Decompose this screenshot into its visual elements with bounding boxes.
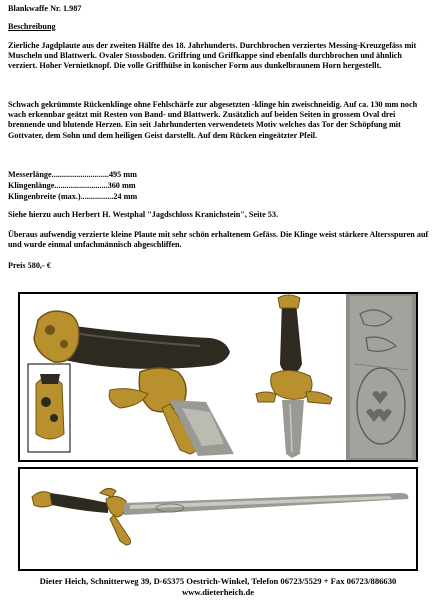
condition-note: Überaus aufwendig verzierte kleine Plaute mit sehr schön erhaltenem Gefäss. Die Klinge weist stärkere Altersspuren auf und wurde einmal unfachmännisch abgeschliffen. xyxy=(8,230,429,250)
section-heading: Beschreibung xyxy=(8,22,56,31)
catalog-number: Blankwaffe Nr. 1.987 xyxy=(8,4,82,13)
photo-hilt-side xyxy=(242,294,346,460)
photo-frame-top xyxy=(18,292,418,462)
description-paragraph-1: Zierliche Jagdplaute aus der zweiten Hälfte des 18. Jahrhunderts. Durchbrochen verziertes Messing-Kreuzgefäss mit Muscheln und Blattwerk. Ovaler Stossboden. Griffring und Griffkappe sind ebenfalls durchbrochen und ähnlich verziert. Hoher Vernietknopf. Die volle Griffhülse in konischer Form aus dunkelbraunem Horn hergestellt. xyxy=(8,41,417,71)
price: Preis 580,- € xyxy=(8,261,51,270)
photo-full-knife xyxy=(20,469,416,569)
footer-address: Dieter Heich, Schnitterweg 39, D-65375 Oestrich-Winkel, Telefon 06723/5529 + Fax 06723/886630 xyxy=(39,576,397,586)
photo-blade-etching xyxy=(346,294,416,460)
description-paragraph-2: Schwach gekrümmte Rückenklinge ohne Fehlschärfe zur abgesetzten -klinge hin zweischneidig. Auf ca. 130 mm noch wach erkennbar geätzt mit Resten von Band- und Blattwerk. Zusätzlich auf beiden Seiten in grossem Oval drei brennende und blutende Herzen. Ein seit Jahrhunderten verwendetets Motiv welches das Tor der Schöpfung mit Gottvater, dem Sohn und dem heiligen Geist darstellt. Auf dem Rücken eingeätzter Pfeil. xyxy=(8,100,418,140)
photo-collage-top xyxy=(20,294,416,460)
spec-blade-width: Klingenbreite (max.)................24 mm xyxy=(8,192,138,201)
spec-knife-length: Messerlänge............................495 mm xyxy=(8,170,137,179)
photo-frame-bottom xyxy=(18,467,418,571)
footer-website[interactable]: www.dieterheich.de xyxy=(181,587,255,597)
spec-blade-length: Klingenlänge..........................360 mm xyxy=(8,181,136,190)
reference-note: Siehe hierzu auch Herbert H. Westphal "Jagdschloss Kranichstein", Seite 53. xyxy=(8,210,279,219)
photo-hilt-closeup xyxy=(20,294,242,460)
